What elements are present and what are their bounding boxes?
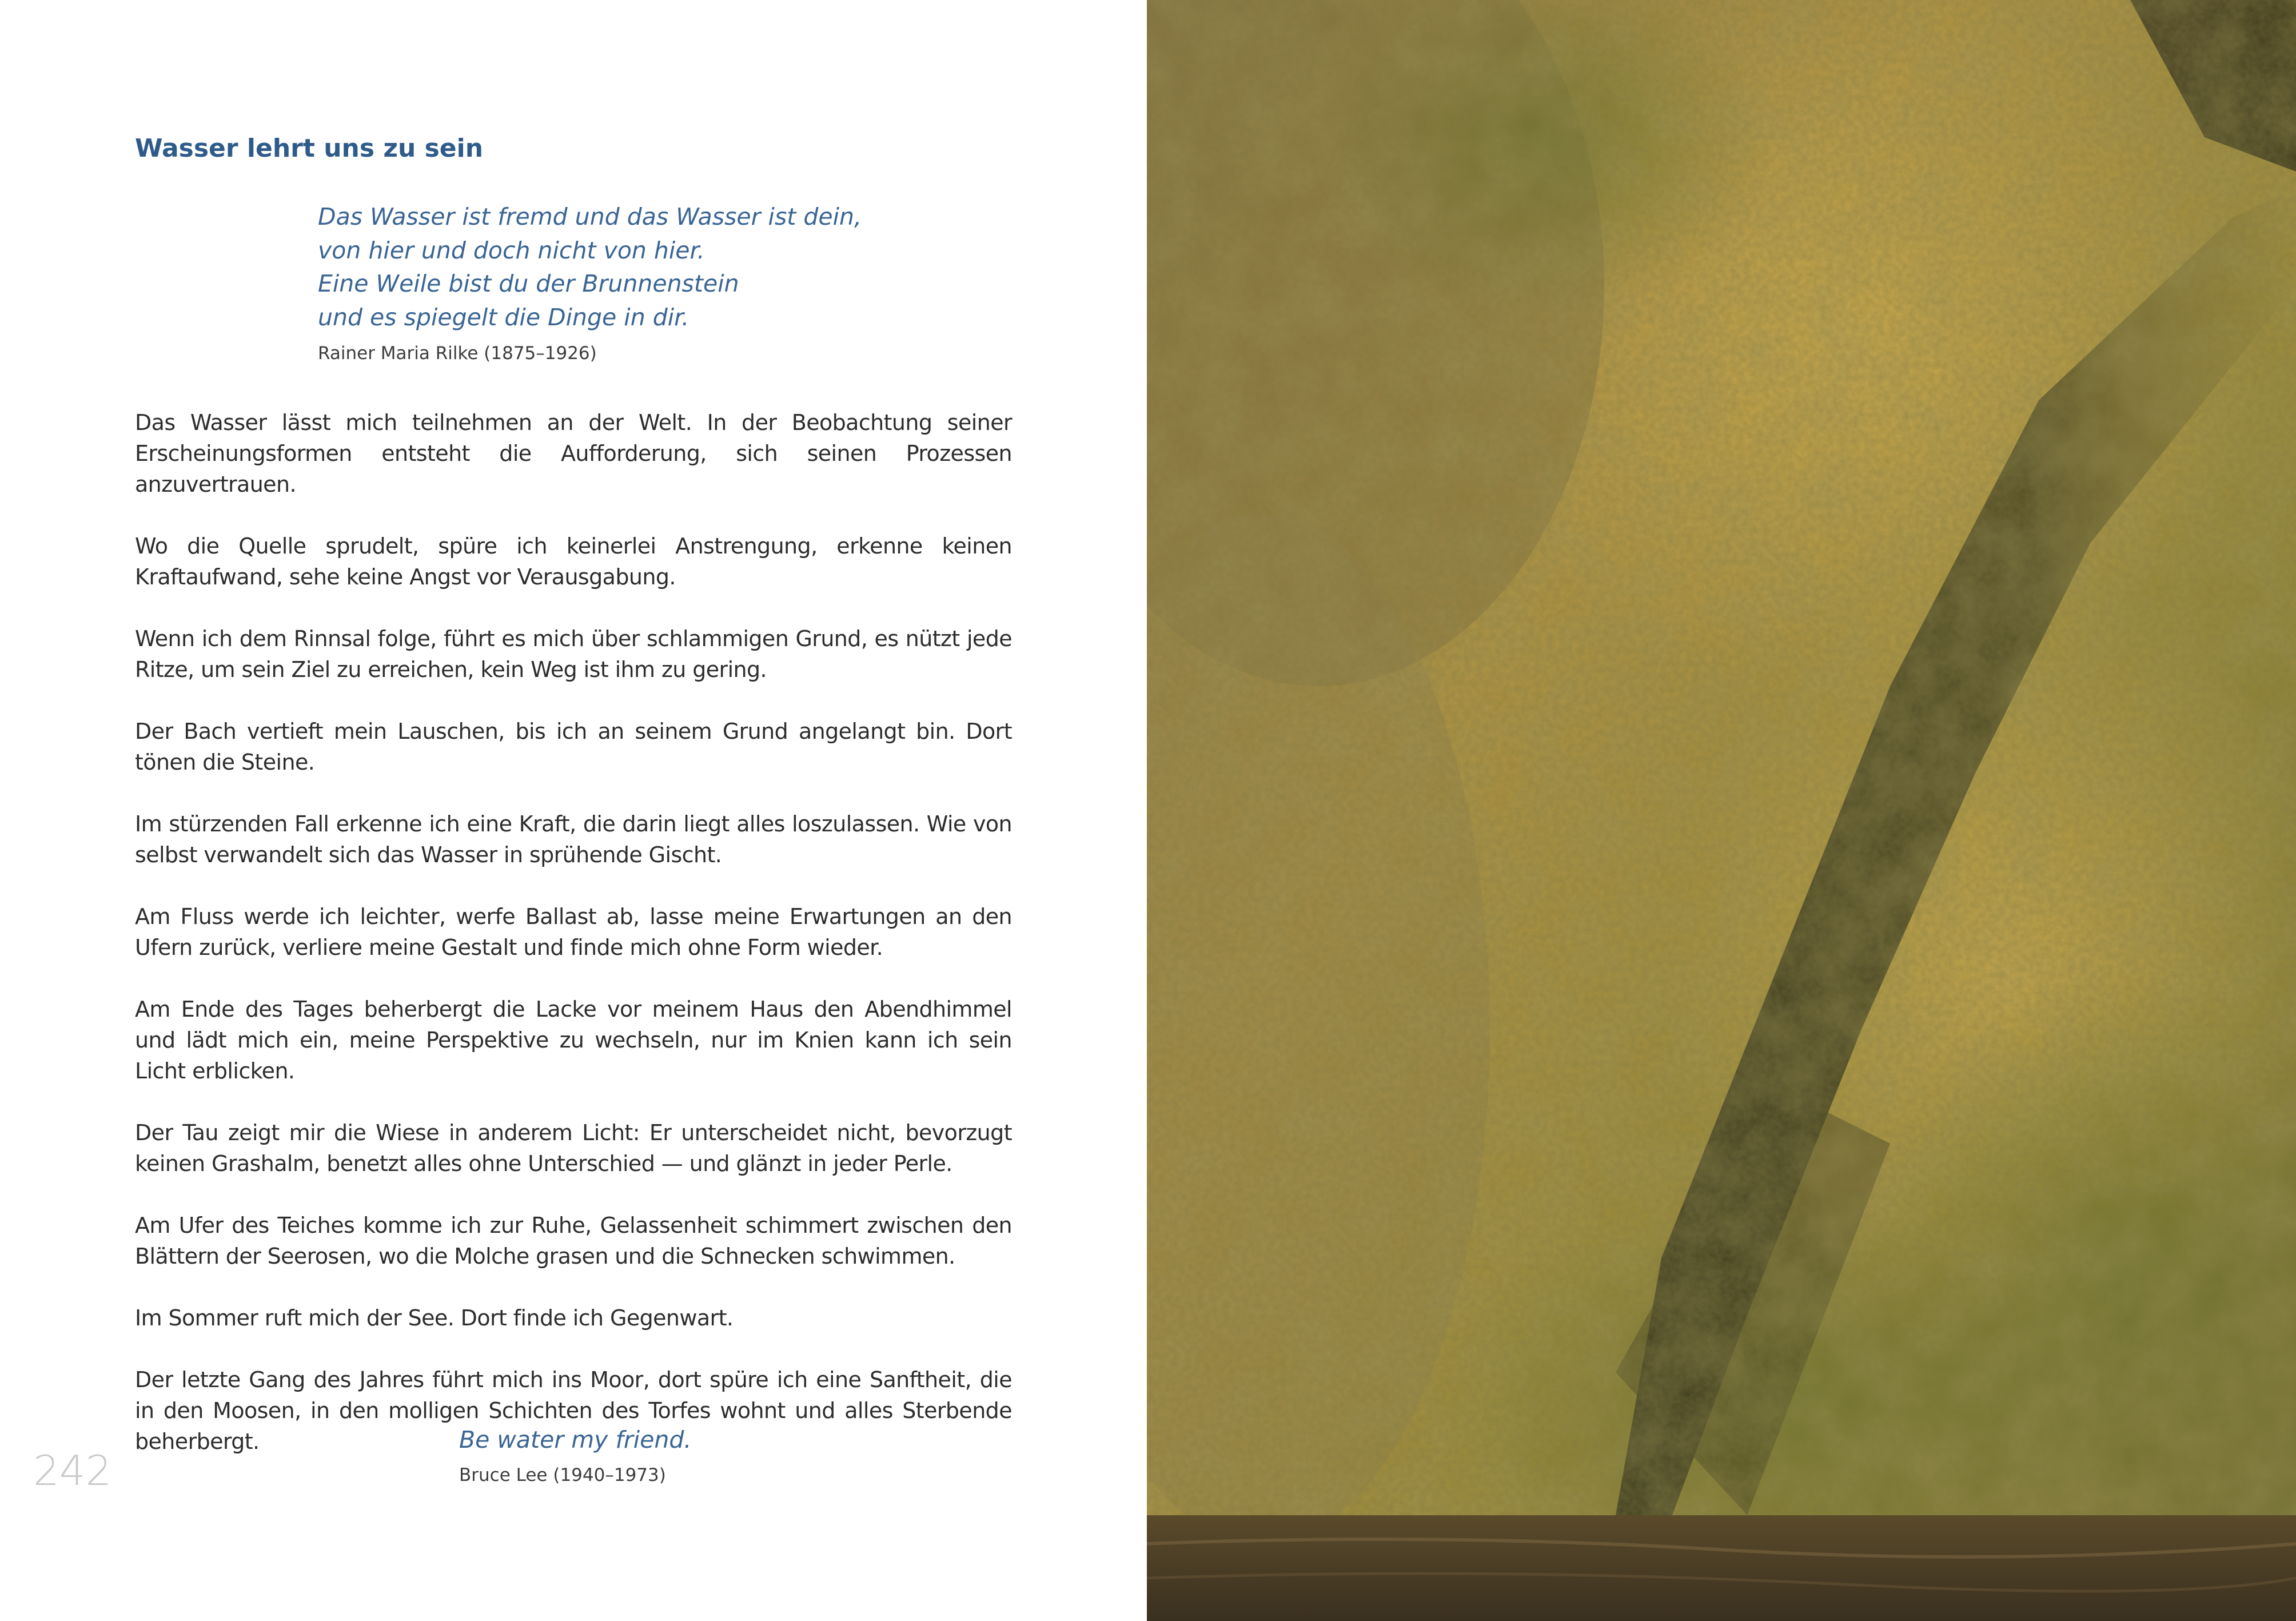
paragraph: Wenn ich dem Rinnsal folge, führt es mich über schlammigen Grund, es nützt jede Ritze, um sein Ziel zu erreichen, kein Weg ist ihm zu gering. xyxy=(135,626,1012,682)
closing-quote: Be water my friend. xyxy=(459,1426,692,1453)
closing-attribution: Bruce Lee (1940–1973) xyxy=(459,1465,666,1485)
page-title: Wasser lehrt uns zu sein xyxy=(135,134,484,163)
epigraph xyxy=(318,200,1061,365)
epigraph-line: und es spiegelt die Dinge in dir. xyxy=(318,303,689,331)
epigraph-attribution: Rainer Maria Rilke (1875–1926) xyxy=(318,343,597,364)
rock-face-photo xyxy=(1147,0,2296,1621)
right-page-photo xyxy=(1147,0,2296,1621)
paragraph: Im stürzenden Fall erkenne ich eine Kraft, die darin liegt alles loszulassen. Wie von selbst verwandelt sich das Wasser in sprühende Gischt. xyxy=(135,811,1012,867)
paragraph: Am Ufer des Teiches komme ich zur Ruhe, Gelassenheit schimmert zwischen den Blättern der Seerosen, wo die Molche grasen und die Schnecken schwimmen. xyxy=(135,1213,1012,1269)
paragraph: Der Bach vertieft mein Lauschen, bis ich an seinem Grund angelangt bin. Dort tönen die Steine. xyxy=(135,719,1012,775)
epigraph-line: Das Wasser ist fremd und das Wasser ist dein, xyxy=(318,203,862,230)
paragraph: Wo die Quelle sprudelt, spüre ich keinerlei Anstrengung, erkenne keinen Kraftaufwand, sehe keine Angst vor Verausgabung. xyxy=(135,533,1012,590)
paragraph: Am Fluss werde ich leichter, werfe Ballast ab, lasse meine Erwartungen an den Ufern zurück, verliere meine Gestalt und finde mich ohne Form wieder. xyxy=(135,904,1012,960)
body-text xyxy=(135,407,1012,1488)
paragraph: Der letzte Gang des Jahres führt mich ins Moor, dort spüre ich eine Sanftheit, die in den Moosen, in den molligen Schichten des Torfes wohnt und alles Sterbende beherbergt. xyxy=(135,1367,1012,1454)
paragraph: Der Tau zeigt mir die Wiese in anderem Licht: Er unterscheidet nicht, bevorzugt keinen Grashalm, benetzt alles ohne Unterschied — und glänzt in jeder Perle. xyxy=(135,1120,1012,1176)
epigraph-line: von hier und doch nicht von hier. xyxy=(318,236,705,264)
paragraph: Im Sommer ruft mich der See. Dort finde ich Gegenwart. xyxy=(135,1305,734,1331)
paragraph: Am Ende des Tages beherbergt die Lacke vor meinem Haus den Abendhimmel und lädt mich ein, meine Perspektive zu wechseln, nur im Knien kann ich sein Licht erblicken. xyxy=(135,997,1012,1084)
paragraph: Das Wasser lässt mich teilnehmen an der Welt. In der Beobachtung seiner Erscheinungsformen entsteht die Aufforderung, sich seinen Prozessen anzuvertrauen. xyxy=(135,410,1012,497)
closing-quote-block xyxy=(459,1424,1088,1487)
left-page xyxy=(0,0,1147,1621)
epigraph-line: Eine Weile bist du der Brunnenstein xyxy=(318,270,739,297)
page-number: 242 xyxy=(33,1447,112,1495)
